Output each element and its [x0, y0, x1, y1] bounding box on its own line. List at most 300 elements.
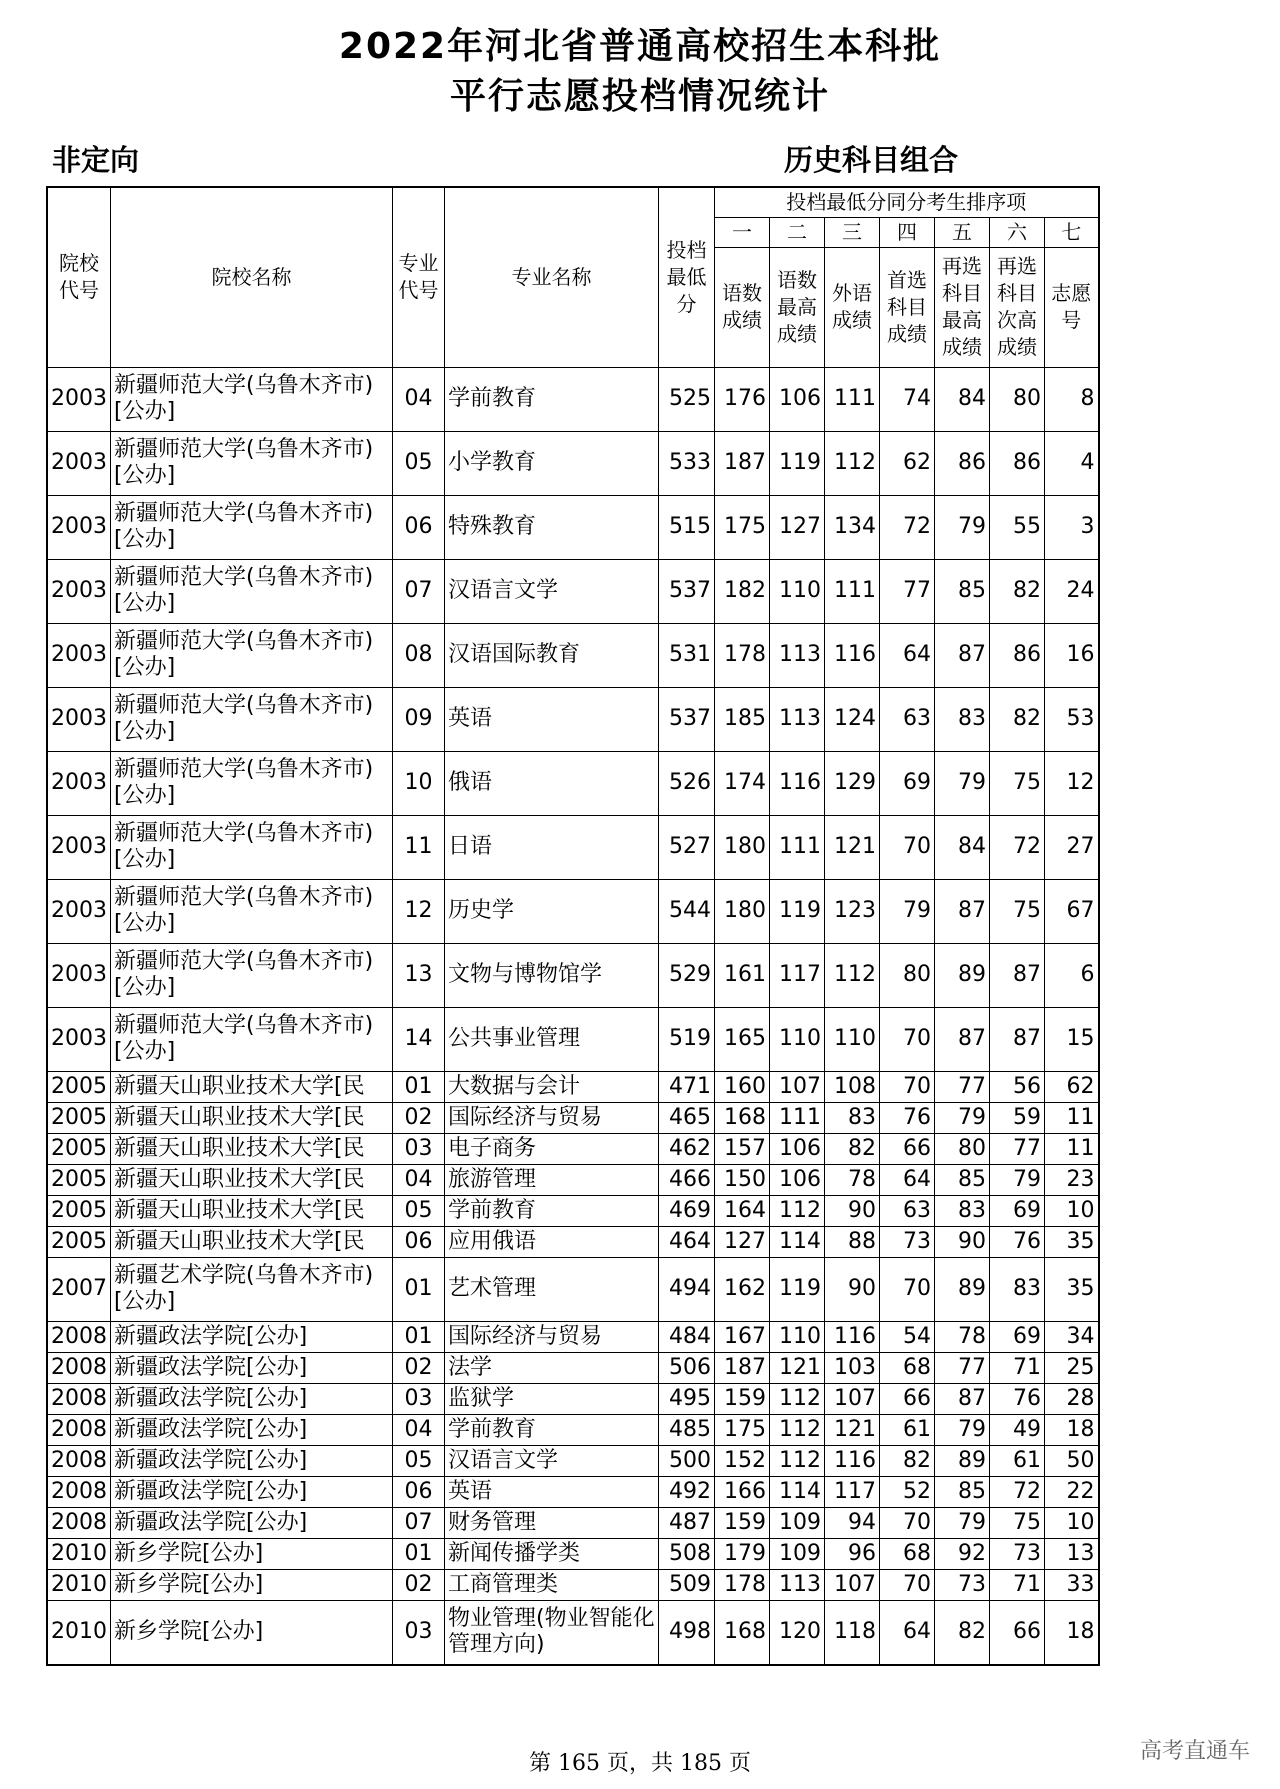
- tiebreak-cell-1: 150: [715, 1164, 770, 1195]
- major-name-cell: 工商管理类: [445, 1569, 659, 1600]
- school-code-cell: 2005: [47, 1071, 111, 1102]
- tiebreak-cell-7: 18: [1045, 1414, 1099, 1445]
- tiebreak-cell-5: 79: [935, 1414, 990, 1445]
- header-tiebreak-group: 投档最低分同分考生排序项: [715, 187, 1099, 217]
- tiebreak-cell-2: 110: [770, 559, 825, 623]
- tiebreak-cell-3: 110: [825, 1007, 880, 1071]
- tiebreak-cell-2: 112: [770, 1445, 825, 1476]
- tiebreak-cell-4: 73: [880, 1226, 935, 1257]
- school-name-cell: 新疆天山职业技术大学[民: [111, 1164, 393, 1195]
- header-sub-4: 首选科目成绩: [880, 247, 935, 367]
- major-code-cell: 11: [393, 815, 445, 879]
- school-name-cell: 新疆政法学院[公办]: [111, 1414, 393, 1445]
- tiebreak-cell-3: 116: [825, 1321, 880, 1352]
- major-code-cell: 08: [393, 623, 445, 687]
- tiebreak-cell-1: 187: [715, 431, 770, 495]
- tiebreak-cell-2: 114: [770, 1226, 825, 1257]
- header-school-code: 院校代号: [47, 187, 111, 367]
- tiebreak-cell-7: 35: [1045, 1226, 1099, 1257]
- tiebreak-cell-5: 87: [935, 879, 990, 943]
- tiebreak-cell-7: 25: [1045, 1352, 1099, 1383]
- min-score-cell: 526: [659, 751, 715, 815]
- tiebreak-cell-4: 52: [880, 1476, 935, 1507]
- major-name-cell: 英语: [445, 687, 659, 751]
- tiebreak-cell-5: 85: [935, 1476, 990, 1507]
- major-code-cell: 07: [393, 559, 445, 623]
- major-name-cell: 特殊教育: [445, 495, 659, 559]
- tiebreak-cell-1: 180: [715, 815, 770, 879]
- major-code-cell: 02: [393, 1569, 445, 1600]
- major-name-cell: 俄语: [445, 751, 659, 815]
- tiebreak-cell-1: 185: [715, 687, 770, 751]
- tiebreak-cell-3: 129: [825, 751, 880, 815]
- tiebreak-cell-4: 54: [880, 1321, 935, 1352]
- tiebreak-cell-5: 86: [935, 431, 990, 495]
- major-code-cell: 05: [393, 1195, 445, 1226]
- table-row: [47, 495, 1099, 559]
- major-code-cell: 04: [393, 367, 445, 431]
- tiebreak-cell-4: 70: [880, 1569, 935, 1600]
- min-score-cell: 533: [659, 431, 715, 495]
- major-name-cell: 汉语言文学: [445, 559, 659, 623]
- tiebreak-cell-4: 70: [880, 1071, 935, 1102]
- tiebreak-cell-4: 77: [880, 559, 935, 623]
- major-code-cell: 02: [393, 1102, 445, 1133]
- major-name-cell: 公共事业管理: [445, 1007, 659, 1071]
- tiebreak-cell-3: 121: [825, 1414, 880, 1445]
- table-row: [47, 623, 1099, 687]
- school-code-cell: 2003: [47, 559, 111, 623]
- tiebreak-cell-5: 85: [935, 559, 990, 623]
- header-rank-5: 五: [935, 217, 990, 247]
- major-code-cell: 06: [393, 1476, 445, 1507]
- table-row: [47, 1133, 1099, 1164]
- tiebreak-cell-7: 67: [1045, 879, 1099, 943]
- tiebreak-cell-4: 63: [880, 1195, 935, 1226]
- tiebreak-cell-2: 119: [770, 1257, 825, 1321]
- table-row: [47, 815, 1099, 879]
- tiebreak-cell-1: 166: [715, 1476, 770, 1507]
- school-name-cell: 新疆政法学院[公办]: [111, 1383, 393, 1414]
- tiebreak-cell-6: 71: [990, 1352, 1045, 1383]
- tiebreak-cell-4: 80: [880, 943, 935, 1007]
- school-code-cell: 2008: [47, 1321, 111, 1352]
- min-score-cell: 508: [659, 1538, 715, 1569]
- table-row: [47, 431, 1099, 495]
- school-name-cell: 新疆政法学院[公办]: [111, 1352, 393, 1383]
- category-left-label: 非定向: [52, 143, 140, 177]
- tiebreak-cell-7: 18: [1045, 1600, 1099, 1665]
- major-code-cell: 06: [393, 1226, 445, 1257]
- school-name-cell: 新疆师范大学(乌鲁木齐市)[公办]: [111, 559, 393, 623]
- school-name-cell: 新疆政法学院[公办]: [111, 1445, 393, 1476]
- tiebreak-cell-3: 117: [825, 1476, 880, 1507]
- tiebreak-cell-6: 59: [990, 1102, 1045, 1133]
- tiebreak-cell-1: 178: [715, 623, 770, 687]
- school-name-cell: 新疆天山职业技术大学[民: [111, 1195, 393, 1226]
- tiebreak-cell-3: 111: [825, 367, 880, 431]
- min-score-cell: 485: [659, 1414, 715, 1445]
- tiebreak-cell-1: 162: [715, 1257, 770, 1321]
- school-code-cell: 2008: [47, 1476, 111, 1507]
- tiebreak-cell-1: 159: [715, 1383, 770, 1414]
- min-score-cell: 525: [659, 367, 715, 431]
- school-name-cell: 新疆师范大学(乌鲁木齐市)[公办]: [111, 687, 393, 751]
- tiebreak-cell-7: 24: [1045, 559, 1099, 623]
- min-score-cell: 471: [659, 1071, 715, 1102]
- table-row: [47, 1226, 1099, 1257]
- tiebreak-cell-4: 64: [880, 1164, 935, 1195]
- table-row: [47, 879, 1099, 943]
- school-name-cell: 新疆天山职业技术大学[民: [111, 1133, 393, 1164]
- min-score-cell: 494: [659, 1257, 715, 1321]
- header-school-name: 院校名称: [111, 187, 393, 367]
- header-major-name: 专业名称: [445, 187, 659, 367]
- min-score-cell: 544: [659, 879, 715, 943]
- tiebreak-cell-3: 82: [825, 1133, 880, 1164]
- tiebreak-cell-6: 76: [990, 1383, 1045, 1414]
- tiebreak-cell-2: 113: [770, 687, 825, 751]
- table-row: [47, 943, 1099, 1007]
- tiebreak-cell-1: 174: [715, 751, 770, 815]
- tiebreak-cell-7: 11: [1045, 1133, 1099, 1164]
- school-code-cell: 2010: [47, 1569, 111, 1600]
- tiebreak-cell-7: 53: [1045, 687, 1099, 751]
- tiebreak-cell-5: 79: [935, 495, 990, 559]
- major-name-cell: 新闻传播学类: [445, 1538, 659, 1569]
- tiebreak-cell-6: 66: [990, 1600, 1045, 1665]
- school-code-cell: 2003: [47, 495, 111, 559]
- tiebreak-cell-3: 103: [825, 1352, 880, 1383]
- major-code-cell: 03: [393, 1383, 445, 1414]
- school-code-cell: 2005: [47, 1226, 111, 1257]
- tiebreak-cell-7: 10: [1045, 1195, 1099, 1226]
- tiebreak-cell-3: 121: [825, 815, 880, 879]
- tiebreak-cell-3: 112: [825, 943, 880, 1007]
- tiebreak-cell-7: 4: [1045, 431, 1099, 495]
- tiebreak-cell-7: 34: [1045, 1321, 1099, 1352]
- tiebreak-cell-3: 94: [825, 1507, 880, 1538]
- tiebreak-cell-6: 69: [990, 1321, 1045, 1352]
- header-major-code: 专业代号: [393, 187, 445, 367]
- page-footer: 第 165 页，共 185 页: [529, 1751, 751, 1776]
- tiebreak-cell-2: 120: [770, 1600, 825, 1665]
- min-score-cell: 466: [659, 1164, 715, 1195]
- tiebreak-cell-7: 10: [1045, 1507, 1099, 1538]
- tiebreak-cell-2: 112: [770, 1195, 825, 1226]
- min-score-cell: 515: [659, 495, 715, 559]
- school-code-cell: 2003: [47, 687, 111, 751]
- tiebreak-cell-4: 74: [880, 367, 935, 431]
- tiebreak-cell-6: 72: [990, 815, 1045, 879]
- tiebreak-cell-7: 3: [1045, 495, 1099, 559]
- major-name-cell: 汉语国际教育: [445, 623, 659, 687]
- tiebreak-cell-4: 70: [880, 1257, 935, 1321]
- tiebreak-cell-3: 112: [825, 431, 880, 495]
- table-row: [47, 1071, 1099, 1102]
- school-name-cell: 新疆师范大学(乌鲁木齐市)[公办]: [111, 815, 393, 879]
- school-code-cell: 2008: [47, 1507, 111, 1538]
- tiebreak-cell-4: 66: [880, 1383, 935, 1414]
- school-code-cell: 2003: [47, 815, 111, 879]
- header-sub-7: 志愿号: [1045, 247, 1099, 367]
- min-score-cell: 509: [659, 1569, 715, 1600]
- tiebreak-cell-6: 82: [990, 687, 1045, 751]
- category-right-label: 历史科目组合: [784, 143, 959, 177]
- tiebreak-cell-2: 106: [770, 367, 825, 431]
- tiebreak-cell-1: 167: [715, 1321, 770, 1352]
- min-score-cell: 531: [659, 623, 715, 687]
- tiebreak-cell-2: 119: [770, 431, 825, 495]
- tiebreak-cell-3: 118: [825, 1600, 880, 1665]
- tiebreak-cell-5: 83: [935, 1195, 990, 1226]
- tiebreak-cell-5: 87: [935, 623, 990, 687]
- min-score-cell: 492: [659, 1476, 715, 1507]
- major-name-cell: 应用俄语: [445, 1226, 659, 1257]
- tiebreak-cell-7: 6: [1045, 943, 1099, 1007]
- tiebreak-cell-6: 71: [990, 1569, 1045, 1600]
- tiebreak-cell-6: 69: [990, 1195, 1045, 1226]
- tiebreak-cell-6: 80: [990, 367, 1045, 431]
- tiebreak-cell-6: 87: [990, 943, 1045, 1007]
- header-rank-1: 一: [715, 217, 770, 247]
- header-rank-6: 六: [990, 217, 1045, 247]
- table-row: [47, 367, 1099, 431]
- major-code-cell: 12: [393, 879, 445, 943]
- major-code-cell: 02: [393, 1352, 445, 1383]
- tiebreak-cell-3: 116: [825, 623, 880, 687]
- tiebreak-cell-6: 56: [990, 1071, 1045, 1102]
- major-code-cell: 07: [393, 1507, 445, 1538]
- major-name-cell: 文物与博物馆学: [445, 943, 659, 1007]
- tiebreak-cell-5: 78: [935, 1321, 990, 1352]
- tiebreak-cell-7: 23: [1045, 1164, 1099, 1195]
- header-rank-7: 七: [1045, 217, 1099, 247]
- school-name-cell: 新疆师范大学(乌鲁木齐市)[公办]: [111, 943, 393, 1007]
- table-row: [47, 1538, 1099, 1569]
- major-name-cell: 监狱学: [445, 1383, 659, 1414]
- min-score-cell: 506: [659, 1352, 715, 1383]
- tiebreak-cell-2: 116: [770, 751, 825, 815]
- tiebreak-cell-3: 96: [825, 1538, 880, 1569]
- page-title-line2: 平行志愿投档情况统计: [449, 76, 830, 117]
- school-code-cell: 2005: [47, 1164, 111, 1195]
- school-code-cell: 2003: [47, 879, 111, 943]
- page-title-line1: 2022年河北省普通高校招生本科批: [338, 26, 942, 67]
- tiebreak-cell-3: 111: [825, 559, 880, 623]
- table-row: [47, 1600, 1099, 1665]
- major-name-cell: 历史学: [445, 879, 659, 943]
- tiebreak-cell-5: 92: [935, 1538, 990, 1569]
- school-code-cell: 2005: [47, 1195, 111, 1226]
- tiebreak-cell-2: 111: [770, 815, 825, 879]
- tiebreak-cell-1: 182: [715, 559, 770, 623]
- tiebreak-cell-1: 168: [715, 1102, 770, 1133]
- tiebreak-cell-3: 90: [825, 1257, 880, 1321]
- tiebreak-cell-7: 62: [1045, 1071, 1099, 1102]
- school-code-cell: 2003: [47, 623, 111, 687]
- major-name-cell: 法学: [445, 1352, 659, 1383]
- major-code-cell: 01: [393, 1321, 445, 1352]
- tiebreak-cell-5: 84: [935, 367, 990, 431]
- header-min-score: 投档最低分: [659, 187, 715, 367]
- major-name-cell: 大数据与会计: [445, 1071, 659, 1102]
- tiebreak-cell-7: 22: [1045, 1476, 1099, 1507]
- school-code-cell: 2008: [47, 1352, 111, 1383]
- tiebreak-cell-2: 109: [770, 1507, 825, 1538]
- tiebreak-cell-7: 15: [1045, 1007, 1099, 1071]
- tiebreak-cell-5: 87: [935, 1383, 990, 1414]
- tiebreak-cell-7: 33: [1045, 1569, 1099, 1600]
- header-rank-2: 二: [770, 217, 825, 247]
- school-name-cell: 新乡学院[公办]: [111, 1600, 393, 1665]
- school-name-cell: 新疆师范大学(乌鲁木齐市)[公办]: [111, 367, 393, 431]
- table-row: [47, 1352, 1099, 1383]
- tiebreak-cell-6: 73: [990, 1538, 1045, 1569]
- tiebreak-cell-6: 87: [990, 1007, 1045, 1071]
- tiebreak-cell-6: 86: [990, 431, 1045, 495]
- tiebreak-cell-7: 27: [1045, 815, 1099, 879]
- tiebreak-cell-6: 75: [990, 1507, 1045, 1538]
- min-score-cell: 487: [659, 1507, 715, 1538]
- tiebreak-cell-5: 84: [935, 815, 990, 879]
- school-name-cell: 新疆政法学院[公办]: [111, 1507, 393, 1538]
- school-code-cell: 2008: [47, 1414, 111, 1445]
- tiebreak-cell-1: 127: [715, 1226, 770, 1257]
- school-code-cell: 2010: [47, 1538, 111, 1569]
- header-rank-4: 四: [880, 217, 935, 247]
- tiebreak-cell-5: 79: [935, 1102, 990, 1133]
- tiebreak-cell-5: 73: [935, 1569, 990, 1600]
- tiebreak-cell-7: 8: [1045, 367, 1099, 431]
- tiebreak-cell-3: 90: [825, 1195, 880, 1226]
- tiebreak-cell-1: 165: [715, 1007, 770, 1071]
- tiebreak-cell-2: 110: [770, 1321, 825, 1352]
- major-code-cell: 03: [393, 1600, 445, 1665]
- school-name-cell: 新疆师范大学(乌鲁木齐市)[公办]: [111, 623, 393, 687]
- tiebreak-cell-6: 77: [990, 1133, 1045, 1164]
- tiebreak-cell-2: 109: [770, 1538, 825, 1569]
- school-code-cell: 2005: [47, 1133, 111, 1164]
- tiebreak-cell-2: 113: [770, 623, 825, 687]
- tiebreak-cell-4: 64: [880, 1600, 935, 1665]
- tiebreak-cell-5: 87: [935, 1007, 990, 1071]
- major-name-cell: 旅游管理: [445, 1164, 659, 1195]
- min-score-cell: 498: [659, 1600, 715, 1665]
- table-row: [47, 1507, 1099, 1538]
- header-sub-6: 再选科目次高成绩: [990, 247, 1045, 367]
- tiebreak-cell-6: 61: [990, 1445, 1045, 1476]
- tiebreak-cell-7: 12: [1045, 751, 1099, 815]
- table-row: [47, 751, 1099, 815]
- school-name-cell: 新疆天山职业技术大学[民: [111, 1226, 393, 1257]
- school-name-cell: 新疆师范大学(乌鲁木齐市)[公办]: [111, 751, 393, 815]
- major-name-cell: 物业管理(物业智能化管理方向): [445, 1600, 659, 1665]
- tiebreak-cell-3: 88: [825, 1226, 880, 1257]
- major-code-cell: 05: [393, 431, 445, 495]
- tiebreak-cell-4: 70: [880, 1507, 935, 1538]
- tiebreak-cell-1: 157: [715, 1133, 770, 1164]
- min-score-cell: 527: [659, 815, 715, 879]
- tiebreak-cell-3: 78: [825, 1164, 880, 1195]
- tiebreak-cell-4: 70: [880, 815, 935, 879]
- tiebreak-cell-2: 112: [770, 1414, 825, 1445]
- min-score-cell: 519: [659, 1007, 715, 1071]
- tiebreak-cell-2: 127: [770, 495, 825, 559]
- tiebreak-cell-5: 83: [935, 687, 990, 751]
- header-sub-1: 语数成绩: [715, 247, 770, 367]
- major-name-cell: 电子商务: [445, 1133, 659, 1164]
- min-score-cell: 469: [659, 1195, 715, 1226]
- tiebreak-cell-6: 82: [990, 559, 1045, 623]
- major-code-cell: 04: [393, 1164, 445, 1195]
- school-code-cell: 2005: [47, 1102, 111, 1133]
- tiebreak-cell-5: 77: [935, 1352, 990, 1383]
- school-code-cell: 2003: [47, 751, 111, 815]
- major-code-cell: 06: [393, 495, 445, 559]
- major-name-cell: 财务管理: [445, 1507, 659, 1538]
- tiebreak-cell-2: 106: [770, 1133, 825, 1164]
- tiebreak-cell-7: 11: [1045, 1102, 1099, 1133]
- tiebreak-cell-4: 68: [880, 1538, 935, 1569]
- tiebreak-cell-1: 175: [715, 495, 770, 559]
- tiebreak-cell-4: 64: [880, 623, 935, 687]
- tiebreak-cell-4: 70: [880, 1007, 935, 1071]
- tiebreak-cell-7: 13: [1045, 1538, 1099, 1569]
- table-row: [47, 1569, 1099, 1600]
- table-row: [47, 1164, 1099, 1195]
- table-row: [47, 1383, 1099, 1414]
- tiebreak-cell-2: 111: [770, 1102, 825, 1133]
- min-score-cell: 537: [659, 559, 715, 623]
- tiebreak-cell-6: 79: [990, 1164, 1045, 1195]
- tiebreak-cell-5: 77: [935, 1071, 990, 1102]
- tiebreak-cell-1: 175: [715, 1414, 770, 1445]
- min-score-cell: 495: [659, 1383, 715, 1414]
- table-row: [47, 1414, 1099, 1445]
- school-name-cell: 新疆天山职业技术大学[民: [111, 1102, 393, 1133]
- table-row: [47, 1476, 1099, 1507]
- tiebreak-cell-3: 108: [825, 1071, 880, 1102]
- major-name-cell: 汉语言文学: [445, 1445, 659, 1476]
- tiebreak-cell-1: 180: [715, 879, 770, 943]
- major-code-cell: 13: [393, 943, 445, 1007]
- major-code-cell: 14: [393, 1007, 445, 1071]
- tiebreak-cell-6: 75: [990, 751, 1045, 815]
- tiebreak-cell-1: 178: [715, 1569, 770, 1600]
- tiebreak-cell-4: 62: [880, 431, 935, 495]
- major-name-cell: 学前教育: [445, 1195, 659, 1226]
- school-name-cell: 新乡学院[公办]: [111, 1538, 393, 1569]
- tiebreak-cell-3: 83: [825, 1102, 880, 1133]
- tiebreak-cell-4: 68: [880, 1352, 935, 1383]
- school-name-cell: 新乡学院[公办]: [111, 1569, 393, 1600]
- school-name-cell: 新疆师范大学(乌鲁木齐市)[公办]: [111, 431, 393, 495]
- school-code-cell: 2010: [47, 1600, 111, 1665]
- tiebreak-cell-4: 76: [880, 1102, 935, 1133]
- tiebreak-cell-1: 152: [715, 1445, 770, 1476]
- tiebreak-cell-2: 106: [770, 1164, 825, 1195]
- tiebreak-cell-1: 159: [715, 1507, 770, 1538]
- header-sub-2: 语数最高成绩: [770, 247, 825, 367]
- tiebreak-cell-7: 28: [1045, 1383, 1099, 1414]
- tiebreak-cell-4: 82: [880, 1445, 935, 1476]
- major-code-cell: 01: [393, 1257, 445, 1321]
- tiebreak-cell-2: 119: [770, 879, 825, 943]
- tiebreak-cell-4: 79: [880, 879, 935, 943]
- table-row: [47, 1257, 1099, 1321]
- tiebreak-cell-6: 86: [990, 623, 1045, 687]
